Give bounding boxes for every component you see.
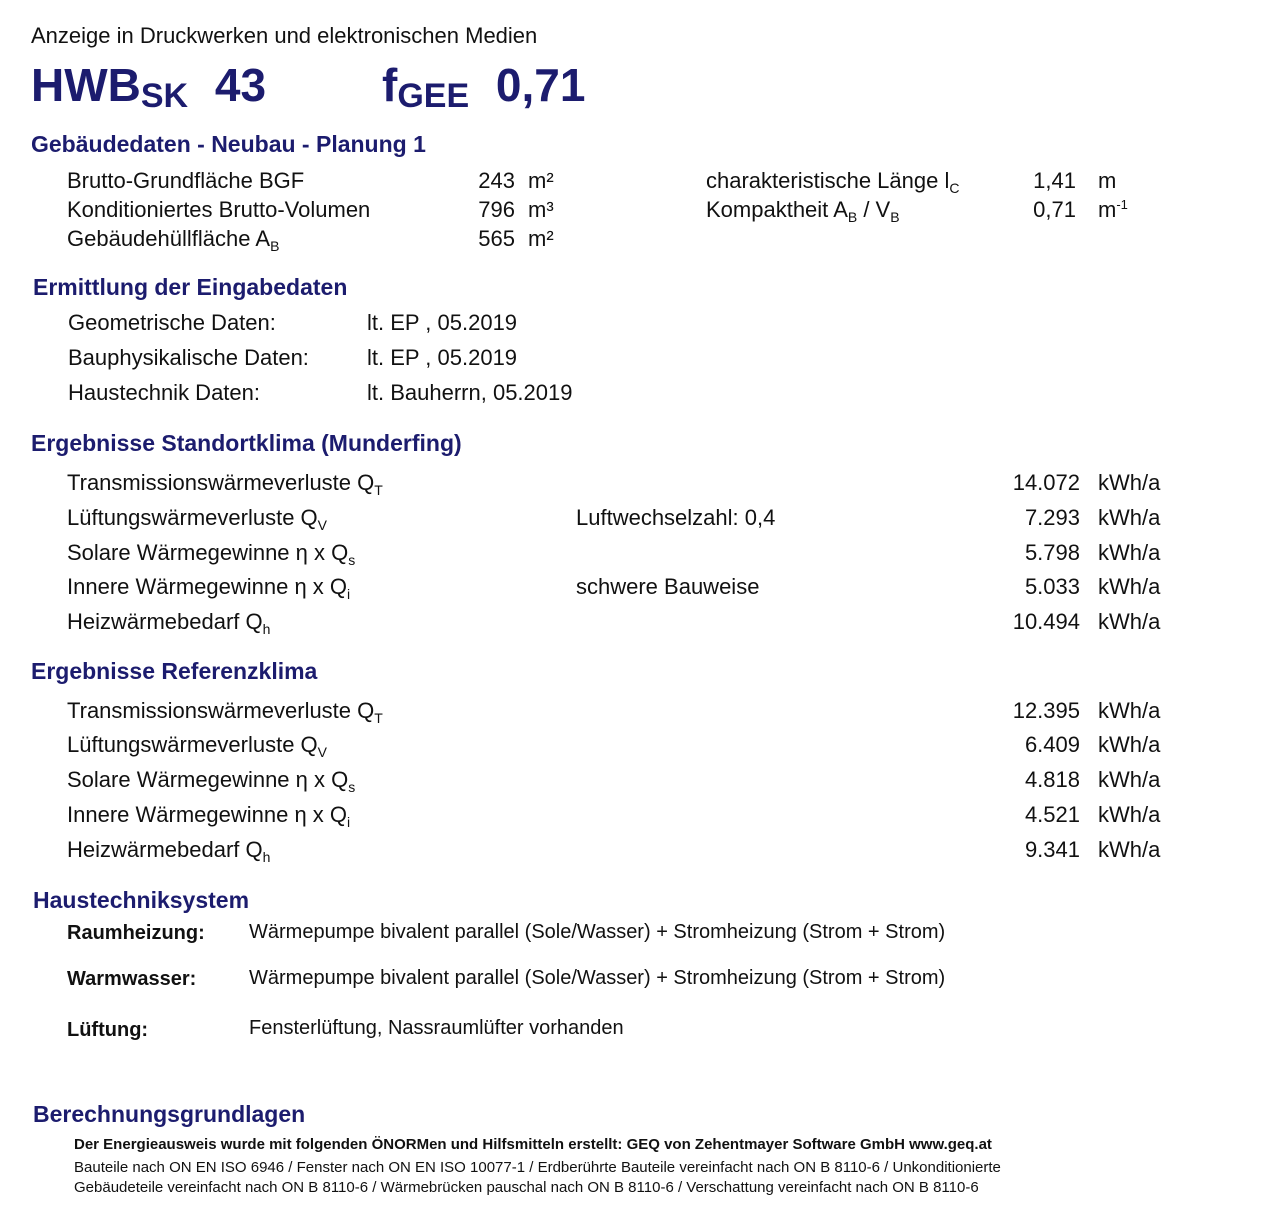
- eingabe-value-geometrisch: lt. EP , 05.2019: [367, 310, 518, 335]
- haustechnik-label-raumheizung: Raumheizung:: [67, 922, 205, 944]
- kompaktheit-label-a: Kompaktheit A: [706, 197, 848, 222]
- char-laenge-subscript: C: [949, 180, 960, 196]
- kompaktheit-label-v: / V: [857, 197, 891, 222]
- fgee-indicator: [382, 58, 585, 116]
- standort-row-value: 7.293: [1024, 505, 1080, 530]
- fgee-value: 0,71: [495, 59, 586, 111]
- kompaktheit-unit-text: m: [1098, 197, 1117, 222]
- standort-row-label-text: Lüftungswärmeverluste Q: [67, 505, 318, 530]
- document-subtitle: Anzeige in Druckwerken und elektronischen Medien: [31, 23, 538, 48]
- referenz-row-label: [67, 732, 327, 760]
- standort-row-label: [67, 609, 270, 637]
- haustechnik-value-raumheizung: Wärmepumpe bivalent parallel (Sole/Wasser) + Stromheizung (Strom + Strom): [249, 921, 946, 943]
- referenz-row-value: 9.341: [1024, 837, 1080, 862]
- referenz-row-label: [67, 698, 383, 726]
- huellflaeche-label-text: Gebäudehüllfläche A: [67, 226, 271, 251]
- standort-row-label-text: Heizwärmebedarf Q: [67, 609, 263, 634]
- referenz-row-unit: kWh/a: [1098, 732, 1161, 757]
- grundlagen-line: Bauteile nach ON EN ISO 6946 / Fenster nach ON EN ISO 10077-1 / Erdberührte Bauteile vereinfacht nach ON B 8110-6 / Unkonditionierte: [74, 1159, 1001, 1176]
- eingabe-label-haustechnik: Haustechnik Daten:: [68, 380, 260, 405]
- standort-row-label-text: Solare Wärmegewinne η x Q: [67, 540, 349, 565]
- referenz-row-label-text: Lüftungswärmeverluste Q: [67, 732, 318, 757]
- standort-row-subscript: i: [347, 586, 351, 602]
- standort-row-label-text: Transmissionswärmeverluste Q: [67, 470, 375, 495]
- referenz-row-label-text: Heizwärmebedarf Q: [67, 837, 263, 862]
- hwb-label: HWB: [31, 59, 141, 111]
- referenz-row-label-text: Innere Wärmegewinne η x Q: [67, 802, 348, 827]
- eingabe-label-bauphysik: Bauphysikalische Daten:: [68, 345, 309, 370]
- referenz-row-value: 12.395: [1012, 698, 1080, 723]
- referenz-row-label: [67, 767, 355, 795]
- haustechnik-label-warmwasser: Warmwasser:: [67, 968, 197, 990]
- section-title-referenzklima: Ergebnisse Referenzklima: [31, 658, 318, 684]
- volume-unit: m³: [528, 197, 554, 222]
- section-title-gebaeudedaten: Gebäudedaten - Neubau - Planung 1: [31, 131, 426, 157]
- standort-row-note: Luftwechselzahl: 0,4: [576, 505, 776, 530]
- standort-row-label: [67, 505, 327, 533]
- fgee-subscript: GEE: [397, 77, 470, 115]
- char-laenge-value: 1,41: [1033, 168, 1076, 193]
- kompaktheit-unit: [1098, 197, 1128, 223]
- grundlagen-intro: Der Energieausweis wurde mit folgenden ÖNORMen und Hilfsmitteln erstellt: GEQ von Zehentmayer Software GmbH www.geq.at: [74, 1136, 992, 1153]
- referenz-row-subscript: T: [374, 710, 383, 726]
- referenz-row-label-text: Solare Wärmegewinne η x Q: [67, 767, 349, 792]
- section-title-eingabedaten: Ermittlung der Eingabedaten: [33, 274, 348, 300]
- kompaktheit-value: 0,71: [1033, 197, 1076, 222]
- eingabe-value-haustechnik: lt. Bauherrn, 05.2019: [367, 380, 573, 405]
- eingabe-label-geometrisch: Geometrische Daten:: [68, 310, 276, 335]
- section-title-standortklima: Ergebnisse Standortklima (Munderfing): [31, 430, 462, 456]
- standort-row-value: 10.494: [1012, 609, 1080, 634]
- volume-value: 796: [478, 197, 515, 222]
- section-title-berechnungsgrundlagen: Berechnungsgrundlagen: [33, 1101, 306, 1127]
- standort-row-value: 5.798: [1024, 540, 1080, 565]
- standort-row-unit: kWh/a: [1098, 609, 1161, 634]
- standort-row-unit: kWh/a: [1098, 470, 1161, 495]
- kompaktheit-label: [706, 197, 900, 225]
- char-laenge-unit: m: [1098, 168, 1117, 193]
- referenz-row-unit: kWh/a: [1098, 698, 1161, 723]
- bgf-label: Brutto-Grundfläche BGF: [67, 168, 305, 193]
- volume-label: Konditioniertes Brutto-Volumen: [67, 197, 371, 222]
- bgf-unit: m²: [528, 168, 554, 193]
- referenz-row-subscript: V: [317, 744, 328, 760]
- referenz-row-subscript: h: [262, 849, 271, 865]
- fgee-label: f: [382, 59, 398, 111]
- referenz-row-value: 4.818: [1024, 767, 1080, 792]
- char-laenge-label: [706, 168, 959, 196]
- referenz-row-unit: kWh/a: [1098, 767, 1161, 792]
- standort-row-label: [67, 470, 383, 498]
- huellflaeche-value: 565: [478, 226, 515, 251]
- standort-row-subscript: h: [262, 621, 271, 637]
- haustechnik-label-lueftung: Lüftung:: [67, 1019, 149, 1041]
- standort-row-label-text: Innere Wärmegewinne η x Q: [67, 574, 348, 599]
- grundlagen-line: Gebäudeteile vereinfacht nach ON B 8110-6 / Wärmebrücken pauschal nach ON B 8110-6 / Verschattung vereinfacht nach ON B 8110-6: [74, 1179, 979, 1196]
- referenz-row-subscript: i: [347, 814, 351, 830]
- standort-row-label: [67, 574, 350, 602]
- bgf-value: 243: [478, 168, 515, 193]
- huellflaeche-subscript: B: [270, 238, 280, 254]
- standort-row-subscript: T: [374, 482, 383, 498]
- haustechnik-value-warmwasser: Wärmepumpe bivalent parallel (Sole/Wasser) + Stromheizung (Strom + Strom): [249, 967, 946, 989]
- hwb-indicator: [31, 58, 266, 116]
- kompaktheit-subscript-v: B: [890, 209, 900, 225]
- kompaktheit-unit-exponent: -1: [1116, 197, 1128, 212]
- referenz-row-label-text: Transmissionswärmeverluste Q: [67, 698, 375, 723]
- haustechnik-value-lueftung: Fensterlüftung, Nassraumlüfter vorhanden: [249, 1017, 624, 1039]
- standort-row-note: schwere Bauweise: [576, 574, 760, 599]
- referenz-row-value: 6.409: [1024, 732, 1080, 757]
- kompaktheit-subscript-a: B: [847, 209, 858, 225]
- huellflaeche-label: [67, 226, 279, 254]
- standort-row-label: [67, 540, 355, 568]
- referenz-row-label: [67, 802, 350, 830]
- referenz-row-unit: kWh/a: [1098, 837, 1161, 862]
- standort-row-unit: kWh/a: [1098, 540, 1161, 565]
- referenz-row-value: 4.521: [1024, 802, 1080, 827]
- hwb-subscript: SK: [140, 77, 189, 115]
- huellflaeche-unit: m²: [528, 226, 554, 251]
- referenz-row-label: [67, 837, 270, 865]
- referenz-row-subscript: s: [348, 779, 356, 795]
- standort-row-unit: kWh/a: [1098, 574, 1161, 599]
- eingabe-value-bauphysik: lt. EP , 05.2019: [367, 345, 518, 370]
- section-title-haustechnik: Haustechniksystem: [33, 887, 250, 913]
- standort-row-subscript: s: [348, 552, 356, 568]
- standort-row-subscript: V: [317, 517, 328, 533]
- hwb-value: 43: [214, 59, 267, 111]
- standort-row-unit: kWh/a: [1098, 505, 1161, 530]
- standort-row-value: 14.072: [1012, 470, 1080, 495]
- standort-row-value: 5.033: [1024, 574, 1080, 599]
- referenz-row-unit: kWh/a: [1098, 802, 1161, 827]
- char-laenge-label-text: charakteristische Länge l: [706, 168, 950, 193]
